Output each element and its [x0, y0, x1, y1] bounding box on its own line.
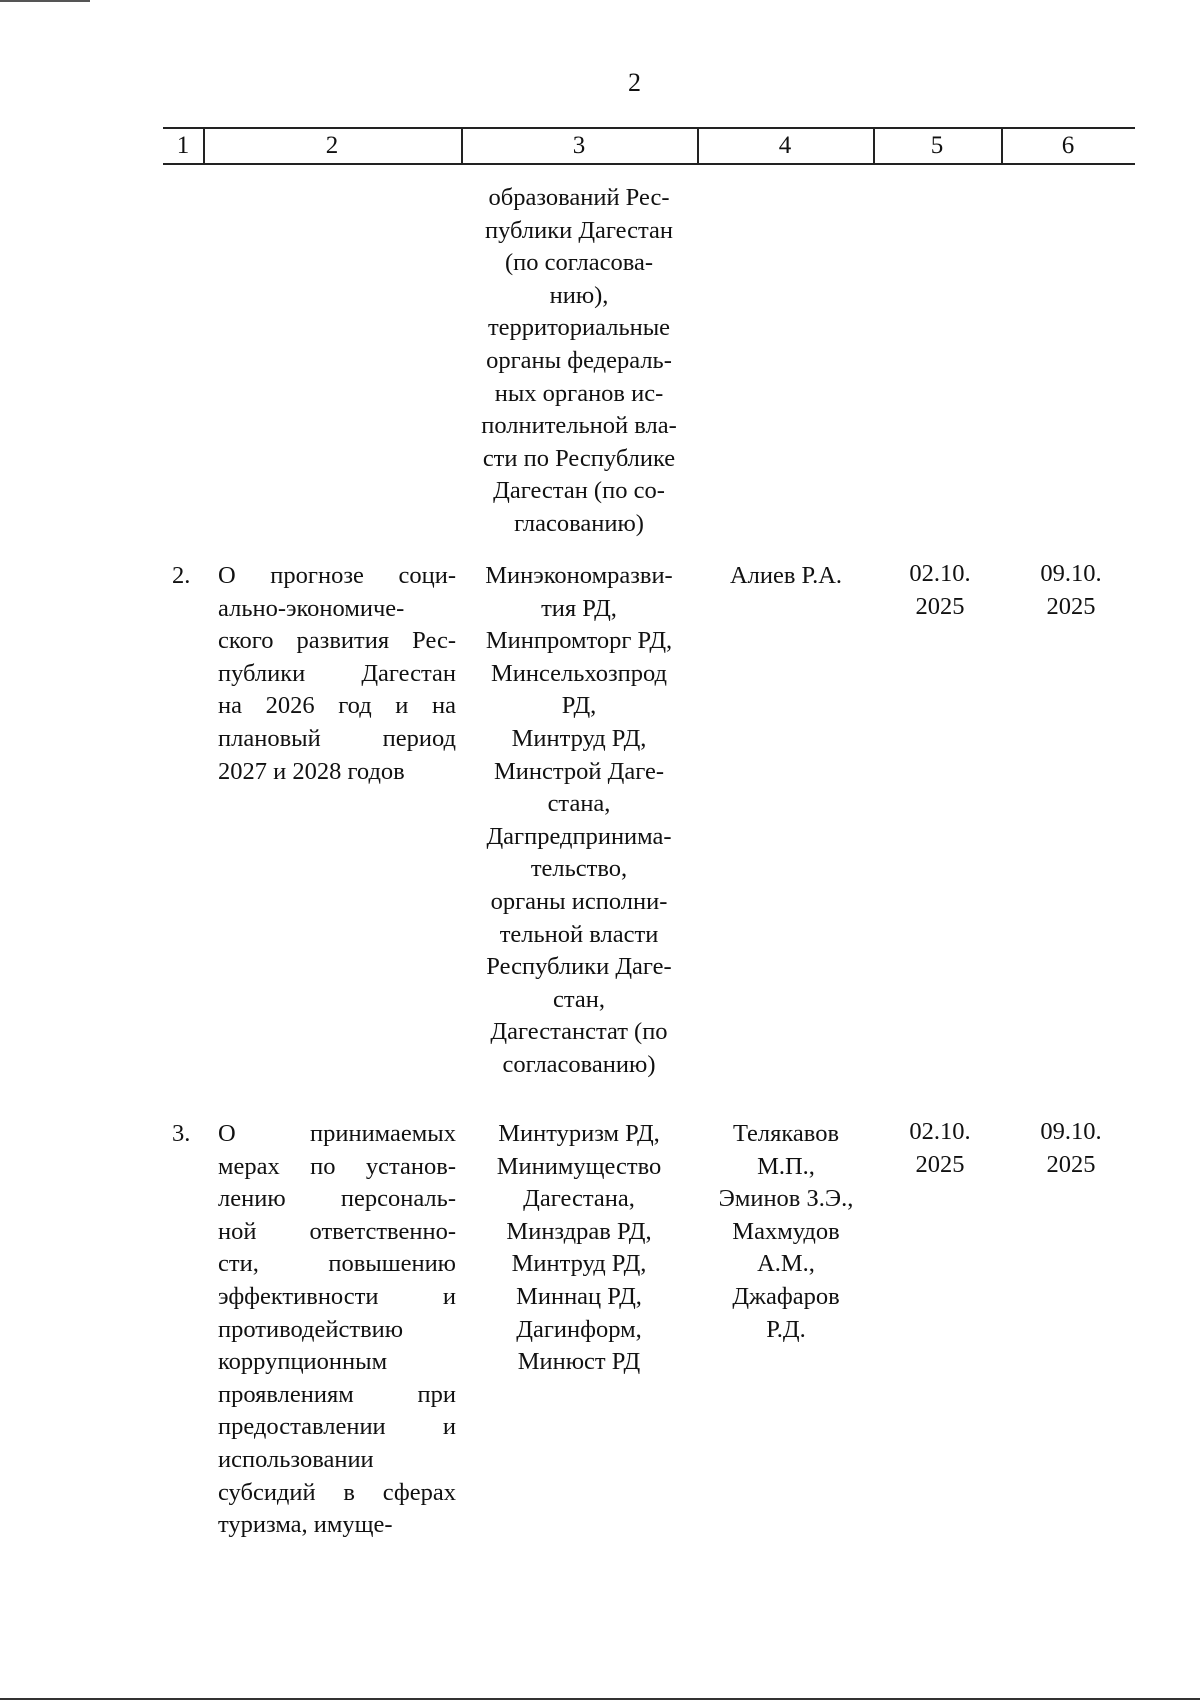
- cell-date-start: [880, 558, 1000, 623]
- text-line: коррупционным: [218, 1348, 388, 1376]
- text-line: стана,: [547, 790, 611, 818]
- cell-date-end: [1008, 1116, 1134, 1181]
- text-line: сти по Республике: [482, 444, 676, 472]
- text-line: Минюст РД: [517, 1348, 641, 1376]
- row-number: 2.: [172, 562, 191, 589]
- text-line: ной ответственно-: [218, 1217, 456, 1245]
- text-line: проявлениям при: [218, 1380, 456, 1408]
- text-line: на 2026 год и на: [218, 692, 456, 720]
- text-line: Р.Д.: [766, 1315, 806, 1343]
- text-line: ных органов ис-: [494, 379, 664, 407]
- text-line: 2025: [915, 1150, 965, 1178]
- text-line: Дагинформ,: [516, 1315, 642, 1343]
- text-line: 02.10.: [909, 1118, 971, 1145]
- text-line: сти, повышению: [218, 1250, 456, 1278]
- text-line: Республики Даге-: [486, 953, 672, 981]
- cell-continuation-col3: [465, 182, 693, 541]
- text-line: 02.10.: [909, 560, 971, 587]
- text-line: Эминов З.Э.,: [718, 1185, 854, 1213]
- text-line: Минсельхозпрод: [490, 659, 668, 687]
- cell-responsible-bodies: [465, 560, 693, 1082]
- header-col-3: 3: [572, 132, 586, 159]
- text-line: ально-экономиче-: [218, 594, 405, 622]
- text-line: Минэкономразви-: [485, 562, 673, 589]
- text-line: 09.10.: [1040, 560, 1102, 587]
- scan-edge: [0, 1698, 1200, 1700]
- cell-topic: [218, 1118, 456, 1542]
- cell-topic: [218, 560, 456, 788]
- text-line: туризма, имуще-: [218, 1511, 393, 1539]
- text-line: согласованию): [502, 1050, 656, 1078]
- header-bottom-border: [163, 163, 1135, 165]
- text-line: плановый период: [218, 724, 456, 752]
- text-line: Минтруд РД,: [511, 724, 647, 752]
- text-line: Минтуризм РД,: [498, 1120, 660, 1147]
- text-line: органы федераль-: [486, 346, 672, 374]
- text-line: тия РД,: [541, 594, 617, 622]
- text-line: Минпромторг РД,: [485, 627, 673, 655]
- text-line: стан,: [553, 985, 605, 1013]
- text-line: образований Рес-: [488, 184, 670, 211]
- text-line: 2025: [915, 592, 965, 620]
- text-line: тельной власти: [499, 920, 659, 948]
- cell-responsible-persons: [700, 560, 872, 593]
- text-line: Телякавов: [732, 1120, 840, 1147]
- text-line: Алиев Р.А.: [729, 562, 843, 589]
- text-line: Минстрой Даге-: [494, 757, 664, 785]
- text-line: 2025: [1046, 1150, 1096, 1178]
- text-line: А.М.,: [757, 1250, 815, 1278]
- text-line: полнительной вла-: [481, 412, 677, 440]
- text-line: мерах по установ-: [218, 1152, 456, 1180]
- scan-edge: [0, 0, 90, 2]
- cell-date-end: [1008, 558, 1134, 623]
- page-number: 2: [628, 68, 641, 97]
- text-line: Дагестана,: [523, 1185, 635, 1213]
- text-line: 2027 и 2028 годов: [218, 757, 405, 785]
- text-line: М.П.,: [757, 1152, 815, 1180]
- text-line: Миннац РД,: [516, 1282, 642, 1310]
- header-col-5: 5: [930, 132, 944, 159]
- text-line: субсидий в сферах: [218, 1478, 456, 1506]
- text-line: использовании: [218, 1445, 374, 1473]
- text-line: Минздрав РД,: [506, 1217, 652, 1245]
- text-line: Махмудов: [732, 1217, 840, 1245]
- text-line: РД,: [561, 692, 597, 720]
- text-line: предоставлении и: [218, 1413, 456, 1441]
- text-line: Минтруд РД,: [511, 1250, 647, 1278]
- text-line: Дагестанстат (по: [490, 1018, 668, 1046]
- text-line: Дагпредпринима-: [486, 822, 672, 850]
- row-number: 3.: [172, 1120, 191, 1147]
- text-line: публики Дагестан: [218, 659, 456, 687]
- text-line: тельство,: [530, 855, 628, 883]
- text-line: нию),: [549, 281, 609, 309]
- text-line: лению персональ-: [218, 1185, 456, 1213]
- text-line: ского развития Рес-: [218, 627, 456, 655]
- text-line: противодействию: [218, 1315, 404, 1343]
- cell-date-start: [880, 1116, 1000, 1181]
- text-line: (по согласова-: [504, 249, 654, 277]
- text-line: гласованию): [514, 509, 644, 537]
- text-line: публики Дагестан: [484, 216, 674, 244]
- text-line: эффективности и: [218, 1282, 456, 1310]
- text-line: Дагестан (по со-: [493, 477, 665, 505]
- header-col-2: 2: [325, 132, 339, 159]
- header-col-1: 1: [176, 132, 190, 159]
- text-line: территориальные: [487, 314, 671, 342]
- text-line: 09.10.: [1040, 1118, 1102, 1145]
- text-line: Минимущество: [496, 1152, 662, 1180]
- text-line: 2025: [1046, 592, 1096, 620]
- header-col-4: 4: [778, 132, 792, 159]
- text-line: О прогнозе соци-: [218, 562, 456, 589]
- header-col-6: 6: [1061, 132, 1075, 159]
- text-line: органы исполни-: [490, 887, 668, 915]
- text-line: Джафаров: [732, 1282, 840, 1310]
- cell-responsible-persons: [700, 1118, 872, 1346]
- text-line: О принимаемых: [218, 1120, 456, 1147]
- cell-responsible-bodies: [465, 1118, 693, 1379]
